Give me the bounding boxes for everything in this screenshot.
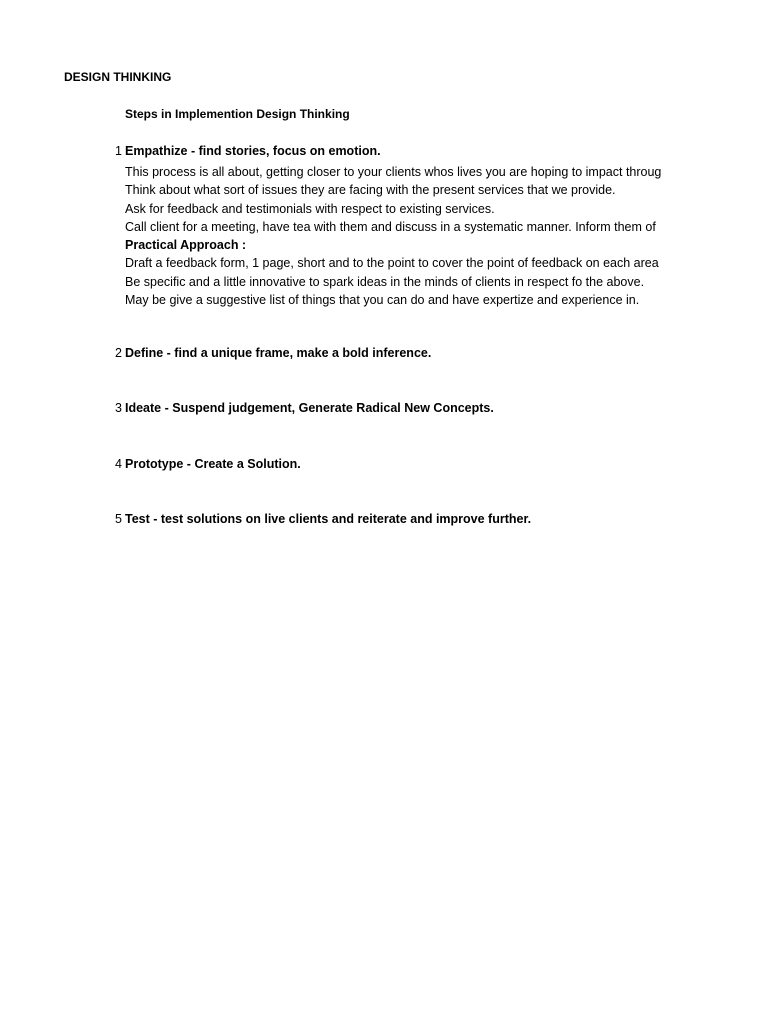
- step-number: 2: [115, 346, 122, 360]
- step-4: [0, 457, 768, 477]
- detail-line: This process is all about, getting closer to your clients whos lives you are hoping to impact throug: [125, 165, 662, 179]
- step-1-details: [125, 163, 668, 309]
- practical-approach-heading: Practical Approach :: [125, 238, 247, 253]
- step-5: [0, 512, 768, 532]
- detail-line: Ask for feedback and testimonials with respect to existing services.: [125, 201, 495, 216]
- step-1: [0, 144, 768, 164]
- step-title: Prototype - Create a Solution.: [125, 457, 301, 471]
- step-title: Test - test solutions on live clients and reiterate and improve further.: [125, 512, 532, 526]
- detail-line: Call client for a meeting, have tea with them and discuss in a systematic manner. Inform them of: [125, 219, 656, 234]
- step-number: 4: [115, 457, 122, 471]
- document-subtitle: Steps in Implemention Design Thinking: [125, 107, 350, 121]
- step-title: Define - find a unique frame, make a bold inference.: [125, 346, 432, 360]
- document-title: DESIGN THINKING: [64, 70, 172, 84]
- step-number: 5: [115, 512, 122, 526]
- step-title: Ideate - Suspend judgement, Generate Radical New Concepts.: [125, 401, 494, 415]
- step-title: Empathize - find stories, focus on emotion.: [125, 144, 381, 158]
- detail-line: Draft a feedback form, 1 page, short and to the point to cover the point of feedback on each area: [125, 256, 659, 271]
- step-3: [0, 401, 768, 421]
- step-2: [0, 346, 768, 366]
- step-number: 3: [115, 401, 122, 415]
- detail-line: Be specific and a little innovative to spark ideas in the minds of clients in respect fo the above.: [125, 274, 645, 289]
- step-number: 1: [115, 144, 122, 158]
- detail-line: May be give a suggestive list of things that you can do and have expertize and experience in.: [125, 293, 640, 308]
- detail-line: Think about what sort of issues they are facing with the present services that we provide.: [125, 183, 616, 198]
